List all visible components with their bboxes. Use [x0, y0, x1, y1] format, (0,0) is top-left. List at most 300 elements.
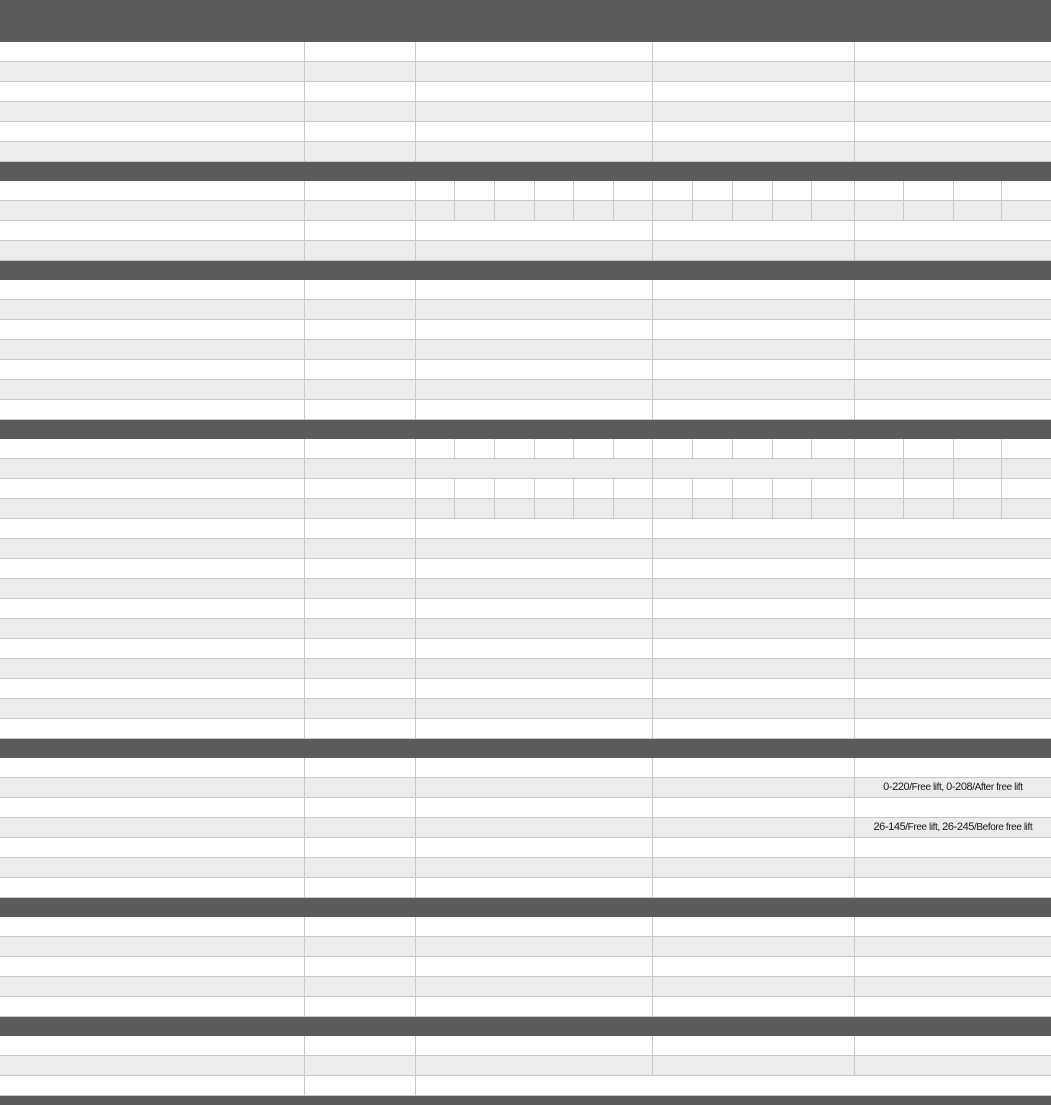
value-cell — [416, 699, 653, 719]
item-unit — [373, 499, 415, 519]
value-cell — [416, 1076, 1051, 1096]
value-cell — [854, 400, 1051, 420]
item-description — [40, 1076, 304, 1096]
item-unit — [373, 858, 415, 878]
item-description — [40, 142, 304, 162]
table-row — [0, 957, 1051, 977]
value-subcell — [732, 499, 772, 519]
value-cell — [653, 719, 855, 739]
value-cell — [416, 380, 653, 400]
item-unit — [373, 758, 415, 778]
value-cell — [653, 977, 855, 997]
item-number — [0, 679, 40, 699]
item-description — [40, 758, 304, 778]
value-cell — [854, 539, 1051, 559]
value-cell — [416, 142, 653, 162]
item-description — [40, 459, 304, 479]
value-cell — [416, 858, 653, 878]
value-subcell — [732, 439, 772, 459]
section-header — [0, 162, 1051, 182]
item-description — [40, 937, 304, 957]
value-subcell — [693, 439, 732, 459]
value-subcell — [953, 459, 1001, 479]
value-cell — [416, 917, 653, 937]
value-cell — [653, 1036, 855, 1056]
value-cell — [416, 400, 653, 420]
item-number — [0, 599, 40, 619]
table-row — [0, 539, 1051, 559]
item-description — [40, 798, 304, 818]
item-description — [40, 579, 304, 599]
item-symbol — [305, 62, 374, 82]
value-cell — [416, 878, 653, 898]
item-symbol — [305, 758, 374, 778]
value-subcell — [535, 499, 574, 519]
value-subcell — [1001, 499, 1051, 519]
value-cell — [854, 838, 1051, 858]
item-number — [0, 579, 40, 599]
item-symbol — [305, 102, 374, 122]
value-subcell — [773, 201, 812, 221]
item-symbol — [305, 937, 374, 957]
value-cell — [416, 519, 653, 539]
item-description — [40, 340, 304, 360]
item-unit — [373, 599, 415, 619]
item-number — [0, 439, 40, 459]
value-cell — [653, 82, 855, 102]
item-number — [0, 997, 40, 1017]
value-subcell — [904, 181, 953, 201]
item-unit — [373, 719, 415, 739]
item-number — [0, 977, 40, 997]
table-row — [0, 579, 1051, 599]
value-subcell — [494, 181, 534, 201]
value-cell — [653, 62, 855, 82]
value-cell — [854, 142, 1051, 162]
item-unit — [373, 142, 415, 162]
item-number — [0, 858, 40, 878]
item-symbol — [305, 619, 374, 639]
value-cell — [653, 778, 855, 798]
value-cell — [653, 380, 855, 400]
value-cell — [653, 818, 855, 838]
item-unit — [373, 62, 415, 82]
value-cell — [653, 360, 855, 380]
item-unit — [373, 280, 415, 300]
value-cell — [416, 937, 653, 957]
value-subcell — [455, 201, 494, 221]
item-unit — [373, 459, 415, 479]
item-description — [40, 380, 304, 400]
value-cell — [653, 559, 855, 579]
item-unit — [373, 380, 415, 400]
item-unit — [373, 1036, 415, 1056]
item-number — [0, 917, 40, 937]
value-cell — [854, 679, 1051, 699]
value-cell — [854, 719, 1051, 739]
value-cell — [854, 340, 1051, 360]
value-cell — [653, 241, 855, 261]
item-number — [0, 878, 40, 898]
item-symbol — [305, 599, 374, 619]
item-description — [40, 181, 304, 201]
table-row — [0, 778, 1051, 798]
section-header — [0, 739, 1051, 759]
table-row — [0, 181, 1051, 201]
value-cell — [653, 579, 855, 599]
item-number — [0, 300, 40, 320]
item-symbol — [305, 559, 374, 579]
item-description — [40, 539, 304, 559]
item-number — [0, 499, 40, 519]
value-subcell — [812, 499, 854, 519]
table-row — [0, 1036, 1051, 1056]
section-header — [0, 420, 1051, 440]
value-subcell — [613, 479, 652, 499]
item-description — [40, 241, 304, 261]
value-cell — [653, 539, 855, 559]
value-cell — [854, 878, 1051, 898]
item-number — [0, 639, 40, 659]
value-subcell — [494, 479, 534, 499]
value-cell — [416, 221, 653, 241]
value-cell — [416, 62, 653, 82]
value-subcell — [732, 201, 772, 221]
value-part: 26-145 — [873, 821, 905, 833]
table-row — [0, 619, 1051, 639]
item-unit — [373, 639, 415, 659]
item-symbol — [305, 997, 374, 1017]
value-subcell — [613, 201, 652, 221]
value-cell — [653, 758, 855, 778]
table-row — [0, 639, 1051, 659]
item-description — [40, 499, 304, 519]
item-symbol — [305, 917, 374, 937]
item-description — [40, 778, 304, 798]
item-description — [40, 300, 304, 320]
table-row — [0, 479, 1051, 499]
table-row — [0, 559, 1051, 579]
value-cell — [416, 360, 653, 380]
value-cell — [854, 241, 1051, 261]
item-unit — [373, 559, 415, 579]
item-symbol — [305, 838, 374, 858]
value-cell — [416, 619, 653, 639]
item-symbol — [305, 679, 374, 699]
item-unit — [373, 579, 415, 599]
item-unit — [373, 181, 415, 201]
value-subcell — [1001, 181, 1051, 201]
section-header — [0, 23, 1051, 42]
item-number — [0, 181, 40, 201]
value-cell — [854, 360, 1051, 380]
value-cell — [653, 280, 855, 300]
item-symbol — [305, 639, 374, 659]
item-number — [0, 82, 40, 102]
value-cell — [416, 241, 653, 261]
value-subcell — [494, 439, 534, 459]
item-unit — [373, 997, 415, 1017]
value-cell — [854, 659, 1051, 679]
item-number — [0, 221, 40, 241]
value-subcell — [416, 439, 455, 459]
item-number — [0, 142, 40, 162]
item-description — [40, 957, 304, 977]
item-symbol — [305, 320, 374, 340]
item-symbol — [305, 241, 374, 261]
value-cell — [653, 679, 855, 699]
item-symbol — [305, 360, 374, 380]
table-row — [0, 699, 1051, 719]
value-cell — [653, 957, 855, 977]
item-number — [0, 659, 40, 679]
model-label — [0, 0, 416, 23]
value-part: 0-220 — [883, 781, 909, 793]
value-cell — [653, 659, 855, 679]
value-subcell — [812, 439, 854, 459]
item-description — [40, 82, 304, 102]
item-unit — [373, 619, 415, 639]
table-row — [0, 201, 1051, 221]
item-number — [0, 519, 40, 539]
item-description — [40, 221, 304, 241]
value-subcell — [494, 499, 534, 519]
item-unit — [373, 479, 415, 499]
item-symbol — [305, 818, 374, 838]
value-cell — [416, 957, 653, 977]
section-title — [0, 420, 1051, 440]
value-subcell — [773, 479, 812, 499]
value-cell — [653, 459, 855, 479]
value-cell — [854, 102, 1051, 122]
value-subcell — [773, 499, 812, 519]
value-subcell — [1001, 439, 1051, 459]
table-row — [0, 758, 1051, 778]
value-cell — [416, 659, 653, 679]
item-number — [0, 1036, 40, 1056]
table-row — [0, 917, 1051, 937]
item-number — [0, 559, 40, 579]
value-note: /Free lift, — [909, 782, 946, 793]
item-unit — [373, 917, 415, 937]
value-subcell — [693, 181, 732, 201]
item-description — [40, 102, 304, 122]
value-cell — [416, 340, 653, 360]
item-unit — [373, 82, 415, 102]
section-header — [0, 898, 1051, 918]
item-symbol — [305, 977, 374, 997]
table-row — [0, 241, 1051, 261]
item-description — [40, 997, 304, 1017]
value-subcell — [773, 181, 812, 201]
table-row — [0, 1076, 1051, 1096]
item-description — [40, 42, 304, 62]
value-cell — [653, 878, 855, 898]
item-number — [0, 360, 40, 380]
value-cell — [653, 798, 855, 818]
value-subcell — [693, 201, 732, 221]
item-unit — [373, 122, 415, 142]
value-cell — [416, 838, 653, 858]
item-unit — [373, 679, 415, 699]
value-cell — [854, 818, 1051, 838]
section-title — [0, 162, 1051, 182]
value-cell — [854, 599, 1051, 619]
value-cell — [416, 778, 653, 798]
table-row — [0, 380, 1051, 400]
value-subcell — [732, 479, 772, 499]
item-unit — [373, 400, 415, 420]
item-symbol — [305, 82, 374, 102]
value-cell — [416, 1056, 653, 1076]
item-unit — [373, 1056, 415, 1076]
value-cell — [416, 579, 653, 599]
value-cell — [854, 858, 1051, 878]
table-row — [0, 818, 1051, 838]
value-cell — [416, 679, 653, 699]
value-cell — [653, 599, 855, 619]
item-description — [40, 699, 304, 719]
value-note: /After free lift — [972, 782, 1022, 793]
item-symbol — [305, 42, 374, 62]
value-cell — [416, 599, 653, 619]
item-description — [40, 858, 304, 878]
value-subcell — [574, 479, 613, 499]
item-symbol — [305, 380, 374, 400]
table-row — [0, 997, 1051, 1017]
table-row — [0, 679, 1051, 699]
value-subcell — [904, 479, 953, 499]
item-unit — [373, 439, 415, 459]
value-cell — [416, 639, 653, 659]
value-cell — [653, 42, 855, 62]
value-cell — [854, 42, 1051, 62]
value-subcell — [854, 181, 903, 201]
value-subcell — [574, 201, 613, 221]
value-subcell — [613, 439, 652, 459]
item-symbol — [305, 957, 374, 977]
value-cell — [416, 42, 653, 62]
item-unit — [373, 818, 415, 838]
value-cell — [416, 758, 653, 778]
item-number — [0, 1056, 40, 1076]
value-cell — [653, 142, 855, 162]
item-symbol — [305, 1036, 374, 1056]
model-name — [854, 0, 1051, 23]
value-subcell — [1001, 459, 1051, 479]
value-cell — [854, 977, 1051, 997]
item-number — [0, 340, 40, 360]
value-cell — [854, 320, 1051, 340]
value-subcell — [416, 479, 455, 499]
value-cell — [653, 619, 855, 639]
item-symbol — [305, 122, 374, 142]
item-description — [40, 280, 304, 300]
value-subcell — [653, 201, 693, 221]
item-symbol — [305, 400, 374, 420]
item-description — [40, 1056, 304, 1076]
model-name — [653, 0, 855, 23]
item-unit — [373, 798, 415, 818]
value-subcell — [535, 181, 574, 201]
item-symbol — [305, 280, 374, 300]
item-number — [0, 798, 40, 818]
item-unit — [373, 1076, 415, 1096]
item-symbol — [305, 439, 374, 459]
value-subcell — [953, 181, 1001, 201]
item-symbol — [305, 459, 374, 479]
item-number — [0, 241, 40, 261]
value-cell — [653, 699, 855, 719]
item-description — [40, 1036, 304, 1056]
item-symbol — [305, 778, 374, 798]
value-cell — [653, 1056, 855, 1076]
item-number — [0, 838, 40, 858]
table-row — [0, 459, 1051, 479]
model-header-row — [0, 0, 1051, 23]
item-number — [0, 62, 40, 82]
item-description — [40, 878, 304, 898]
item-unit — [373, 778, 415, 798]
value-subcell — [535, 201, 574, 221]
item-number — [0, 719, 40, 739]
item-symbol — [305, 221, 374, 241]
value-cell — [854, 62, 1051, 82]
table-row — [0, 62, 1051, 82]
item-number — [0, 42, 40, 62]
item-number — [0, 459, 40, 479]
item-symbol — [305, 499, 374, 519]
table-row — [0, 439, 1051, 459]
item-number — [0, 1076, 40, 1096]
value-cell — [854, 957, 1051, 977]
value-subcell — [653, 181, 693, 201]
model-name — [416, 0, 653, 23]
value-cell — [653, 400, 855, 420]
table-row — [0, 878, 1051, 898]
value-cell — [854, 579, 1051, 599]
item-symbol — [305, 479, 374, 499]
value-cell — [653, 917, 855, 937]
item-symbol — [305, 519, 374, 539]
item-number — [0, 758, 40, 778]
value-cell — [653, 300, 855, 320]
value-subcell — [455, 499, 494, 519]
value-subcell — [613, 181, 652, 201]
item-symbol — [305, 1056, 374, 1076]
table-row — [0, 798, 1051, 818]
value-subcell — [1001, 201, 1051, 221]
value-cell — [653, 102, 855, 122]
item-symbol — [305, 181, 374, 201]
item-unit — [373, 519, 415, 539]
item-symbol — [305, 878, 374, 898]
section-title — [0, 1017, 1051, 1037]
item-description — [40, 122, 304, 142]
value-cell — [416, 82, 653, 102]
value-cell — [416, 122, 653, 142]
item-symbol — [305, 201, 374, 221]
table-row — [0, 858, 1051, 878]
value-cell — [416, 818, 653, 838]
section-title — [0, 23, 1051, 42]
item-description — [40, 360, 304, 380]
table-row — [0, 122, 1051, 142]
item-description — [40, 201, 304, 221]
table-row — [0, 1056, 1051, 1076]
item-description — [40, 917, 304, 937]
item-unit — [373, 102, 415, 122]
